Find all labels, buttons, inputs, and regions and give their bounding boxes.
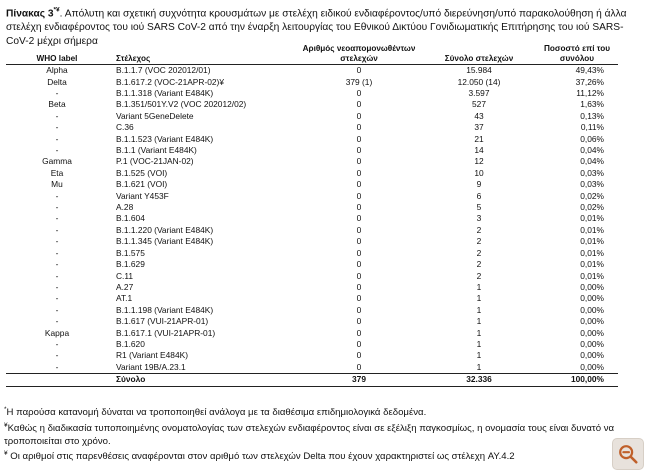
table-caption [6, 4, 642, 48]
cell-who: - [55, 247, 59, 258]
cell-total: 527 [472, 99, 486, 110]
cell-new: 0 [356, 110, 362, 121]
table-row [6, 145, 618, 156]
cell-total: 14 [474, 145, 484, 156]
cell-who: - [55, 350, 59, 361]
cell-pct: 37,26% [575, 76, 604, 87]
cell-pct: 0,01% [580, 224, 604, 235]
cell-strain: P.1 (VOC-21JAN-02) [116, 156, 194, 167]
table-row [6, 339, 618, 350]
zoom-out-icon [617, 443, 639, 465]
cell-pct: 1,63% [580, 99, 604, 110]
caption-label-sup: *¥ [53, 7, 60, 14]
total-who [6, 374, 108, 386]
cell-pct: 0,11% [580, 122, 604, 133]
cell-pct: 0,13% [580, 110, 604, 121]
cell-strain: C.11 [116, 270, 134, 281]
cell-who: - [55, 236, 59, 247]
table-row [6, 156, 618, 167]
table-row [6, 362, 618, 374]
cell-who: - [55, 293, 59, 304]
cell-new: 0 [356, 236, 362, 247]
cell-strain: B.1.1 (Variant E484K) [116, 145, 197, 156]
table-row [6, 259, 618, 270]
table-row [6, 293, 618, 304]
cell-new: 0 [356, 179, 362, 190]
table-row [6, 225, 618, 236]
cell-new: 0 [356, 190, 362, 201]
total-total: 32.336 [422, 374, 536, 386]
cell-pct: 0,02% [580, 190, 604, 201]
cell-strain: A.27 [116, 281, 134, 292]
total-new: 379 [296, 374, 422, 386]
cell-strain: B.1.617.2 (VOC-21APR-02)¥ [116, 76, 224, 87]
cell-who: Alpha [46, 65, 68, 76]
cell-new: 0 [356, 293, 362, 304]
cell-new: 0 [356, 99, 362, 110]
cell-who: Kappa [44, 327, 70, 338]
cell-who: - [55, 316, 59, 327]
cell-strain: B.1.617.1 (VUI-21APR-01) [116, 327, 216, 338]
table-row [6, 77, 618, 88]
cell-total: 5 [476, 202, 482, 213]
footnote-3: ¥ Οι αριθμοί στις παρενθέσεις αναφέρονται στον αριθμό των στελεχών Delta που έχουν χαρακτηριστεί ως στέλεχη AY.4.2 [4, 450, 515, 463]
cell-total: 2 [476, 247, 482, 258]
total-row [6, 374, 618, 386]
cell-strain: B.1.351/501Y.V2 (VOC 202012/02) [116, 99, 247, 110]
table-row [6, 65, 618, 77]
cell-total: 3 [476, 213, 482, 224]
table-row [6, 122, 618, 133]
table-row [6, 305, 618, 316]
cell-new: 0 [356, 122, 362, 133]
cell-who: - [55, 122, 59, 133]
cell-who: - [55, 281, 59, 292]
cell-total: 2 [476, 236, 482, 247]
cell-who: - [55, 259, 59, 270]
cell-new: 0 [356, 167, 362, 178]
cell-total: 2 [476, 270, 482, 281]
cell-pct: 0,00% [580, 350, 604, 361]
cell-pct: 11,12% [576, 88, 604, 98]
cell-who: - [55, 145, 59, 156]
table-row [6, 350, 618, 361]
cell-new: 0 [356, 133, 362, 144]
table-row [6, 88, 618, 99]
cell-new: 0 [356, 281, 362, 292]
cell-pct: 0,00% [580, 338, 604, 349]
cell-total: 3.597 [468, 88, 490, 98]
cell-strain: B.1.1.7 (VOC 202012/01) [116, 65, 211, 76]
cell-total: 1 [476, 316, 482, 327]
cell-pct: 0,06% [580, 133, 604, 144]
cell-new: 0 [356, 202, 362, 213]
cell-who: - [55, 270, 59, 281]
cell-pct: 0,00% [580, 281, 604, 292]
cell-pct: 0,03% [580, 179, 604, 190]
cell-strain: B.1.1.220 (Variant E484K) [116, 224, 214, 235]
cell-strain: B.1.575 [116, 247, 145, 258]
cell-total: 15.984 [466, 65, 492, 76]
cell-new: 0 [356, 65, 362, 76]
cell-strain: B.1.621 (VOI) [116, 179, 168, 190]
table-row [6, 236, 618, 247]
caption-text: . Απόλυτη και σχετική συχνότητα κρουσμάτων με στελέχη ειδικού ενδιαφέροντος/υπό διερεύνηση/υπό παρακολούθηση ή άλλα στελέχη ενδιαφέροντος του ιού SARS CoV-2 από την έναρξη λειτουργίας του Εθνικού Δικτύου Γονιδιωματικής Επιτήρησης του ιού SARS-CoV-2 μέχρι σήμερα [6, 8, 627, 47]
footnotes [4, 404, 644, 464]
cell-strain: Variant 19B/A.23.1 [116, 361, 186, 372]
cell-pct: 0,01% [580, 247, 604, 258]
caption-label: Πίνακας 3 [6, 8, 54, 20]
cell-who: - [55, 338, 59, 349]
table-row [6, 111, 618, 122]
cell-new: 0 [356, 316, 362, 327]
cell-new: 0 [356, 259, 362, 270]
table-row [6, 134, 618, 145]
cell-who: - [55, 88, 59, 98]
cell-who: Beta [48, 99, 66, 110]
cell-total: 1 [476, 327, 482, 338]
cell-pct: 0,00% [580, 327, 604, 338]
zoom-out-button[interactable] [612, 438, 644, 470]
cell-total: 43 [474, 110, 484, 121]
cell-total: 2 [476, 259, 482, 270]
total-pct: 100,00% [536, 374, 618, 386]
table-header-row [6, 44, 618, 65]
cell-pct: 0,00% [580, 304, 604, 315]
cell-pct: 0,01% [580, 270, 604, 281]
header-who-label: WHO label [6, 44, 108, 65]
cell-total: 1 [476, 281, 482, 292]
cell-total: 2 [476, 224, 482, 235]
table-row [6, 202, 618, 213]
cell-new: 0 [356, 327, 362, 338]
table-row [6, 168, 618, 179]
cell-strain: B.1.604 [116, 213, 145, 224]
cell-total: 9 [476, 179, 482, 190]
cell-strain: C.36 [116, 122, 134, 133]
cell-strain: B.1.629 [116, 259, 145, 270]
table-row [6, 282, 618, 293]
cell-strain: B.1.1.198 (Variant E484K) [116, 304, 214, 315]
table-row [6, 179, 618, 190]
cell-who: Mu [51, 179, 63, 190]
cell-pct: 0,04% [580, 156, 604, 167]
cell-new: 0 [356, 156, 362, 167]
cell-strain: B.1.1.523 (Variant E484K) [116, 133, 214, 144]
table-row [6, 213, 618, 224]
cell-pct: 0,02% [580, 202, 604, 213]
cell-strain: B.1.525 (VOI) [116, 167, 168, 178]
cell-strain: B.1.1.345 (Variant E484K) [116, 236, 214, 247]
cell-who: - [55, 361, 59, 372]
cell-pct: 49,43% [575, 65, 604, 76]
table-row [6, 191, 618, 202]
cell-total: 6 [476, 190, 482, 201]
table-row [6, 316, 618, 327]
cell-new: 0 [356, 361, 362, 372]
cell-strain: A.28 [116, 202, 134, 213]
header-total-strains: Σύνολο στελεχών [422, 44, 536, 65]
cell-total: 12 [474, 156, 484, 167]
cell-new: 0 [356, 88, 362, 98]
cell-new: 379 (1) [345, 76, 373, 87]
cell-pct: 0,04% [580, 145, 604, 156]
header-new-isolates: Αριθμός νεοαπομονωθέντων στελεχών [296, 44, 422, 65]
cell-total: 1 [476, 293, 482, 304]
table-row [6, 248, 618, 259]
cell-pct: 0,01% [580, 236, 604, 247]
cell-who: Eta [50, 167, 64, 178]
cell-who: - [55, 213, 59, 224]
cell-pct: 0,00% [580, 361, 604, 372]
cell-strain: AT.1 [116, 293, 133, 304]
total-label: Σύνολο [108, 374, 296, 386]
cell-who: - [55, 190, 59, 201]
cell-total: 21 [474, 133, 484, 144]
header-strain: Στέλεχος [108, 44, 296, 65]
cell-new: 0 [356, 145, 362, 156]
table-row [6, 271, 618, 282]
cell-strain: Variant 5GeneDelete [116, 110, 194, 121]
header-percentage: Ποσοστό επί του συνόλου [536, 44, 618, 65]
cell-pct: 0,01% [580, 213, 604, 224]
cell-total: 1 [476, 304, 482, 315]
footnote-1: *Η παρούσα κατανομή δύναται να τροποποιηθεί ανάλογα με τα διαθέσιμα επιδημιολογικά δεδομένα. [4, 406, 427, 419]
cell-pct: 0,03% [580, 167, 604, 178]
cell-total: 1 [476, 361, 482, 372]
cell-new: 0 [356, 213, 362, 224]
cell-who: - [55, 224, 59, 235]
cell-total: 1 [476, 338, 482, 349]
cell-strain: Variant Y453F [116, 190, 169, 201]
cell-new: 0 [356, 247, 362, 258]
cell-strain: B.1.617 (VUI-21APR-01) [116, 316, 209, 327]
cell-pct: 0,00% [580, 293, 604, 304]
cell-who: - [55, 133, 59, 144]
cell-new: 0 [356, 224, 362, 235]
table-row [6, 328, 618, 339]
cell-who: - [55, 110, 59, 121]
table-body [6, 65, 618, 374]
table-row [6, 99, 618, 110]
cell-who: Delta [47, 76, 67, 87]
cell-strain: R1 (Variant E484K) [116, 350, 188, 361]
cell-new: 0 [356, 304, 362, 315]
cell-total: 10 [474, 167, 484, 178]
cell-new: 0 [356, 350, 362, 361]
cell-who: Gamma [42, 156, 72, 167]
cell-new: 0 [356, 270, 362, 281]
cell-strain: B.1.1.318 (Variant E484K) [116, 88, 214, 98]
cell-strain: B.1.620 [116, 338, 145, 349]
cell-pct: 0,00% [580, 316, 604, 327]
cell-who: - [55, 202, 59, 213]
cell-who: - [55, 304, 59, 315]
cell-total: 1 [476, 350, 482, 361]
variants-table [6, 44, 618, 387]
cell-pct: 0,01% [580, 259, 604, 270]
footnote-2: ¥Καθώς η διαδικασία τυποποιημένης ονοματολογίας των στελεχών ενδιαφέροντος είναι σε εξέλιξη παγκοσμίως, η ονομασία τους είναι δυνατό να τροποποιείται στο χρόνο. [4, 421, 615, 447]
cell-total: 37 [474, 122, 484, 133]
cell-total: 12.050 (14) [457, 76, 501, 87]
cell-new: 0 [356, 338, 362, 349]
